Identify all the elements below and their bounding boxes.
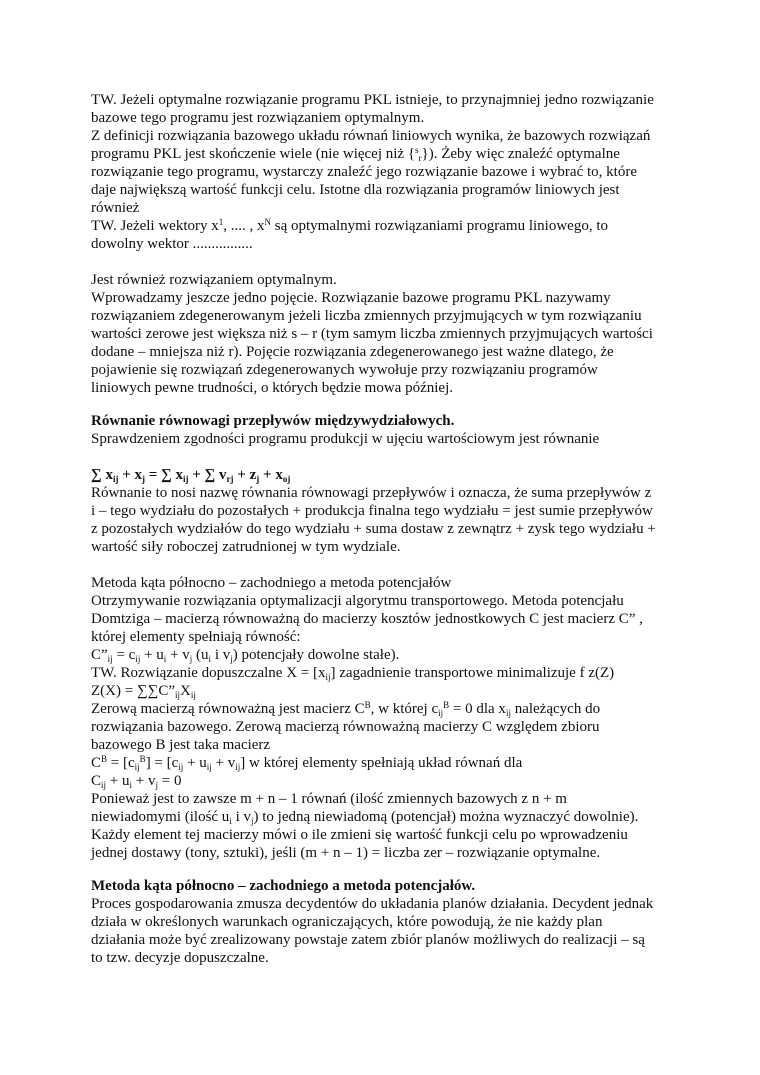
text-line: i – tego wydziału do pozostałych + produkcja finalna tego wydziału = jest sumie przepływów xyxy=(91,503,653,519)
text-line: TW. Jeżeli wektory $x^1$, .... , $x^N$ są optymalnymi rozwiązaniami programu liniowego, to xyxy=(91,217,609,234)
text-line: Proces gospodarowania zmusza decydentów do układania planów działania. Decydent jednak xyxy=(91,896,654,912)
text-line: której elementy spełniają równość: xyxy=(91,629,301,645)
text-line: Jest również rozwiązaniem optymalnym. xyxy=(91,272,337,288)
text-line: Zerową macierzą równoważną jest macierz $C^B$, w której $c_{ij}^B = 0$ dla $x_{ij}$ należących do xyxy=(91,700,601,718)
text-line: TW. Jeżeli optymalne rozwiązanie programu PKL istnieje, to przynajmniej jedno rozwiązanie xyxy=(91,92,654,108)
text-line: to tzw. decyzje dopuszczalne. xyxy=(91,950,269,966)
text-line: Wprowadzamy jeszcze jedno pojęcie. Rozwiązanie bazowe programu PKL nazywamy xyxy=(91,290,611,306)
text-line: Z definicji rozwiązania bazowego układu równań liniowych wynika, że bazowych rozwiązań xyxy=(91,128,651,144)
text-line: Równanie to nosi nazwę równania równowagi przepływów i oznacza, że suma przepływów z xyxy=(91,485,652,501)
text-line: Sprawdzeniem zgodności programu produkcji w ujęciu wartościowym jest równanie xyxy=(91,431,600,447)
text-line: jednej dostawy (tony, sztuki), jeśli (m + n – 1) = liczba zer – rozwiązanie optymalne. xyxy=(91,845,601,861)
equation-line: $Z(X) = \sum\sum C”_{ij}X_{ij}$ xyxy=(91,683,196,700)
text-line: również xyxy=(91,200,140,216)
text-line: z pozostałych wydziałów do tego wydziału + suma dostaw z zewnątrz + zysk tego wydziału + xyxy=(91,521,656,537)
text-line: dodane – mniejsza niż r). Pojęcie rozwiązania zdegenerowanego jest ważne dlatego, że xyxy=(91,344,614,360)
text-line: dowolny wektor ................ xyxy=(91,236,253,252)
text-line: rozwiązaniem zdegenerowanym jeżeli liczba zmiennych przyjmujących w tym rozwiązaniu xyxy=(91,308,642,324)
text-line: Otrzymywanie rozwiązania optymalizacji algorytmu transportowego. Metoda potencjału xyxy=(91,593,624,609)
text-line: działania może być zrealizowany powstaje zatem zbiór planów możliwych do realizacji – są xyxy=(91,932,645,948)
text-line: Ponieważ jest to zawsze m + n – 1 równań (ilość zmiennych bazowych z n + m xyxy=(91,791,567,807)
text-line: TW. Rozwiązanie dopuszczalne $X = [x_{ij}]$ zagadnienie transportowe minimalizuje f z(Z) xyxy=(91,665,615,682)
section-heading: Równanie równowagi przepływów międzywydziałowych. xyxy=(91,413,455,429)
text-line: wartości zerowe jest większa niż s – r (tym samym liczba zmiennych przyjmujących wartości xyxy=(91,326,653,342)
text-line: liniowych pewne trudności, o których będzie mowa później. xyxy=(91,380,453,396)
text-line: pojawienie się rozwiązań zdegenerowanych wywołuje przy rozwiązaniu programów xyxy=(91,362,598,378)
text-line: Domtziga – macierzą równoważną do macierzy kosztów jednostkowych C jest macierz C” , xyxy=(91,611,643,627)
text-line: działa w określonych warunkach ograniczających, które powodują, że nie każdy plan xyxy=(91,914,603,930)
text-line: rozwiązanie tego programu, wystarczy znaleźć jego rozwiązanie bazowe i wybrać to, które xyxy=(91,164,637,180)
equation-line: ∑ $x_{ij} + x_j$ = ∑ $x_{ij}$ + ∑ $v_{rj} + z_j + x_{oj}$ xyxy=(91,467,291,484)
text-line: wartość siły roboczej zatrudnionej w tym wydziale. xyxy=(91,539,401,555)
equation-line: $C^B = [c_{ij}^B] = [c_{ij} + u_{ij} + v_{ij}]$ w której elementy spełniają układ równań dla xyxy=(91,754,523,772)
text-line: niewiadomymi (ilość $u_i$ i $v_j$) to jedną niewiadomą (potencjał) można wyznaczyć dowolnie). xyxy=(91,809,639,826)
text-line: programu PKL jest skończenie wiele (nie więcej niż {$^s_r$}). Żeby więc znaleźć optymalne xyxy=(91,145,620,163)
section-heading: Metoda kąta północno – zachodniego a metoda potencjałów. xyxy=(91,878,476,894)
text-line: rozwiązania bazowego. Zerową macierzą równoważną macierzy C względem zbioru xyxy=(91,719,600,735)
equation-line: $C”_{ij} = c_{ij} + u_i + v_j$ ($u_i$ i $v_j$) potencjały dowolne stałe). xyxy=(91,647,400,664)
text-line: Metoda kąta północno – zachodniego a metoda potencjałów xyxy=(91,575,452,591)
equation-line: $C_{ij} + u_i + v_j = 0$ xyxy=(91,773,182,790)
text-line: bazowego B jest taka macierz xyxy=(91,737,271,753)
text-line: Każdy element tej macierzy mówi o ile zmieni się wartość funkcji celu po wprowadzeniu xyxy=(91,827,628,843)
text-line: daje największą wartość funkcji celu. Istotne dla rozwiązania programów liniowych jest xyxy=(91,182,620,198)
text-line: bazowe tego programu jest rozwiązaniem optymalnym. xyxy=(91,110,425,126)
